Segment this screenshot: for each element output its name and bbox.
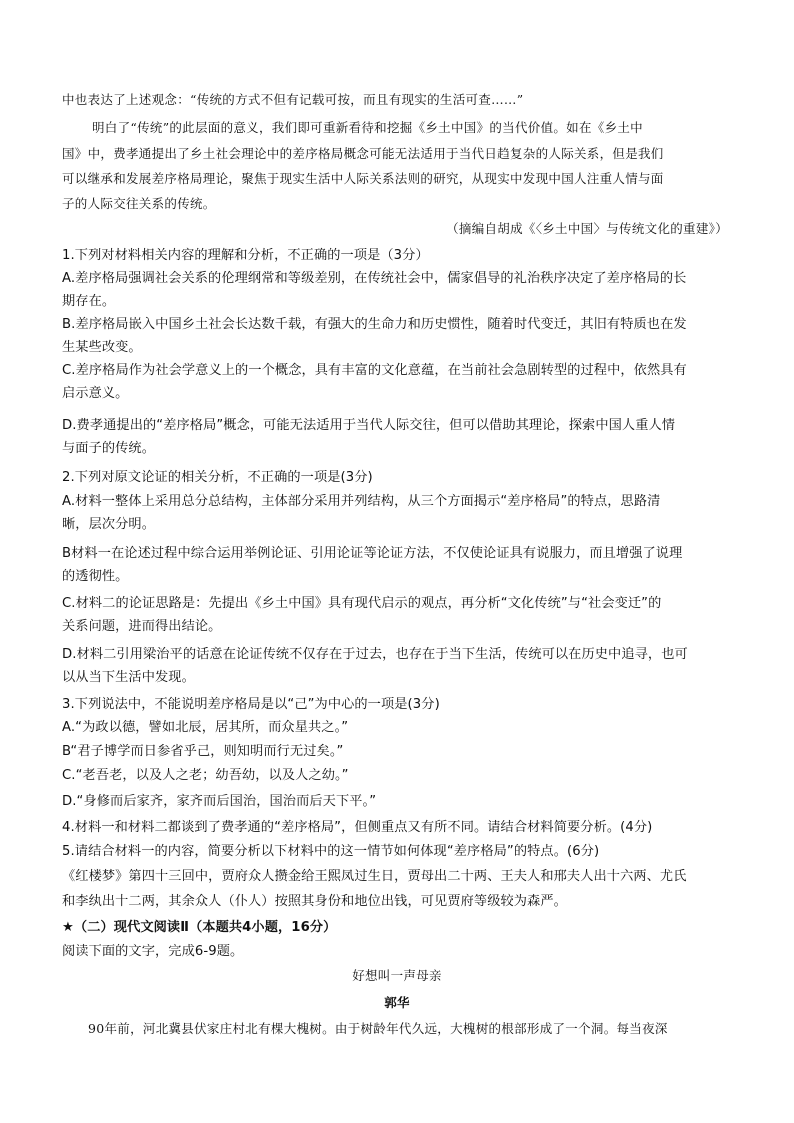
question-line: 晰，层次分明。	[62, 517, 156, 532]
passage-source: （摘编自胡成《〈乡土中国〉与传统文化的重建》）	[446, 221, 728, 236]
question-line: 启示意义。	[62, 386, 129, 401]
section-heading: ★（二）现代文阅读Ⅱ（本题共4小题，16分）	[62, 920, 337, 935]
question-line: B.差序格局嵌入中国乡土社会长达数千载，有强大的生命力和历史惯性，随着时代变迁，其旧有特质也在发	[62, 317, 687, 332]
passage-line: 明白了“传统”的此层面的意义，我们即可重新看待和挖掘《乡土中国》的当代价值。如在《乡土中	[92, 120, 643, 135]
question-line: 《红楼梦》第四十三回中，贾府众人攒金给王熙凤过生日，贾母出二十两、王夫人和邢夫人出十六两、尤氏	[62, 869, 687, 884]
passage-line: 中也表达了上述观念：“传统的方式不但有记载可按，而且有现实的生活可查……”	[62, 92, 524, 107]
question-line: 关系问题，进而得出结论。	[62, 619, 222, 634]
passage-line: 可以继承和发展差序格局理论，聚焦于现实生活中人际关系法则的研究，从现实中发现中国人注重人情与面	[62, 171, 664, 186]
question-line: D.费孝通提出的“差序格局”概念，可能无法适用于当代人际交往，但可以借助其理论，探索中国人重人情	[62, 418, 676, 433]
question-line: C.差序格局作为社会学意义上的一个概念，具有丰富的文化意蕴，在当前社会急剧转型的过程中，依然具有	[62, 363, 687, 378]
question-line: 2.下列对原文论证的相关分析，不正确的一项是(3分)	[62, 470, 373, 485]
question-line: D.材料二引用梁治平的话意在论证传统不仅存在于过去，也存在于当下生活，传统可以在历史中追寻，也可	[62, 647, 688, 662]
question-line: 和李纨出十二两，其余众人（仆人）按照其身份和地位出钱，可见贾府等级较为森严。	[62, 894, 567, 909]
question-line: A.差序格局强调社会关系的伦理纲常和等级差别，在传统社会中，儒家倡导的礼治秩序决定了差序格局的长	[62, 271, 687, 286]
question-line: 3.下列说法中，不能说明差序格局是以“己”为中心的一项是(3分)	[62, 697, 440, 712]
question-line: 与面子的传统。	[62, 441, 156, 456]
question-line: D.“身修而后家齐，家齐而后国治，国治而后天下平。”	[62, 794, 377, 809]
passage-line: 国》中，费孝通提出了乡土社会理论中的差序格局概念可能无法适用于当代日趋复杂的人际关系，但是我们	[62, 146, 664, 161]
question-line: 以从当下生活中发现。	[62, 670, 195, 685]
question-line: B“君子博学而日参省乎己，则知明而行无过矣。”	[62, 744, 344, 759]
section-instruction: 阅读下面的文字，完成6-9题。	[62, 944, 244, 959]
question-line: 生某些改变。	[62, 340, 142, 355]
article-author: 郭华	[384, 995, 410, 1010]
question-line: 4.材料一和材料二都谈到了费孝通的“差序格局”，但侧重点又有所不同。请结合材料简要分析。(4分)	[62, 820, 653, 835]
article-first-line: 90年前，河北冀县伏家庄村北有棵大槐树。由于树龄年代久远，大槐树的根部形成了一个洞。每当夜深	[88, 1021, 668, 1036]
question-line: 5.请结合材料一的内容，简要分析以下材料中的这一情节如何体现“差序格局”的特点。(6分)	[62, 844, 600, 859]
question-line: 期存在。	[62, 294, 116, 309]
question-line: C.“老吾老，以及人之老；幼吾幼，以及人之幼。”	[62, 768, 349, 783]
question-line: A.“为政以德，譬如北辰，居其所，而众星共之。”	[62, 720, 349, 735]
article-title: 好想叫一声母亲	[352, 968, 442, 983]
question-line: C.材料二的论证思路是：先提出《乡土中国》具有现代启示的观点，再分析“文化传统”与“社会变迁”的	[62, 596, 662, 611]
question-line: A.材料一整体上采用总分总结构，主体部分采用并列结构，从三个方面揭示“差序格局”的特点，思路清	[62, 494, 661, 509]
question-line: B材料一在论述过程中综合运用举例论证、引用论证等论证方法，不仅使论证具有说服力，而且增强了说理	[62, 546, 683, 561]
question-line: 的透彻性。	[62, 569, 129, 584]
question-line: 1.下列对材料相关内容的理解和分析，不正确的一项是（3分）	[62, 248, 429, 263]
passage-line: 子的人际交往关系的传统。	[62, 196, 216, 211]
